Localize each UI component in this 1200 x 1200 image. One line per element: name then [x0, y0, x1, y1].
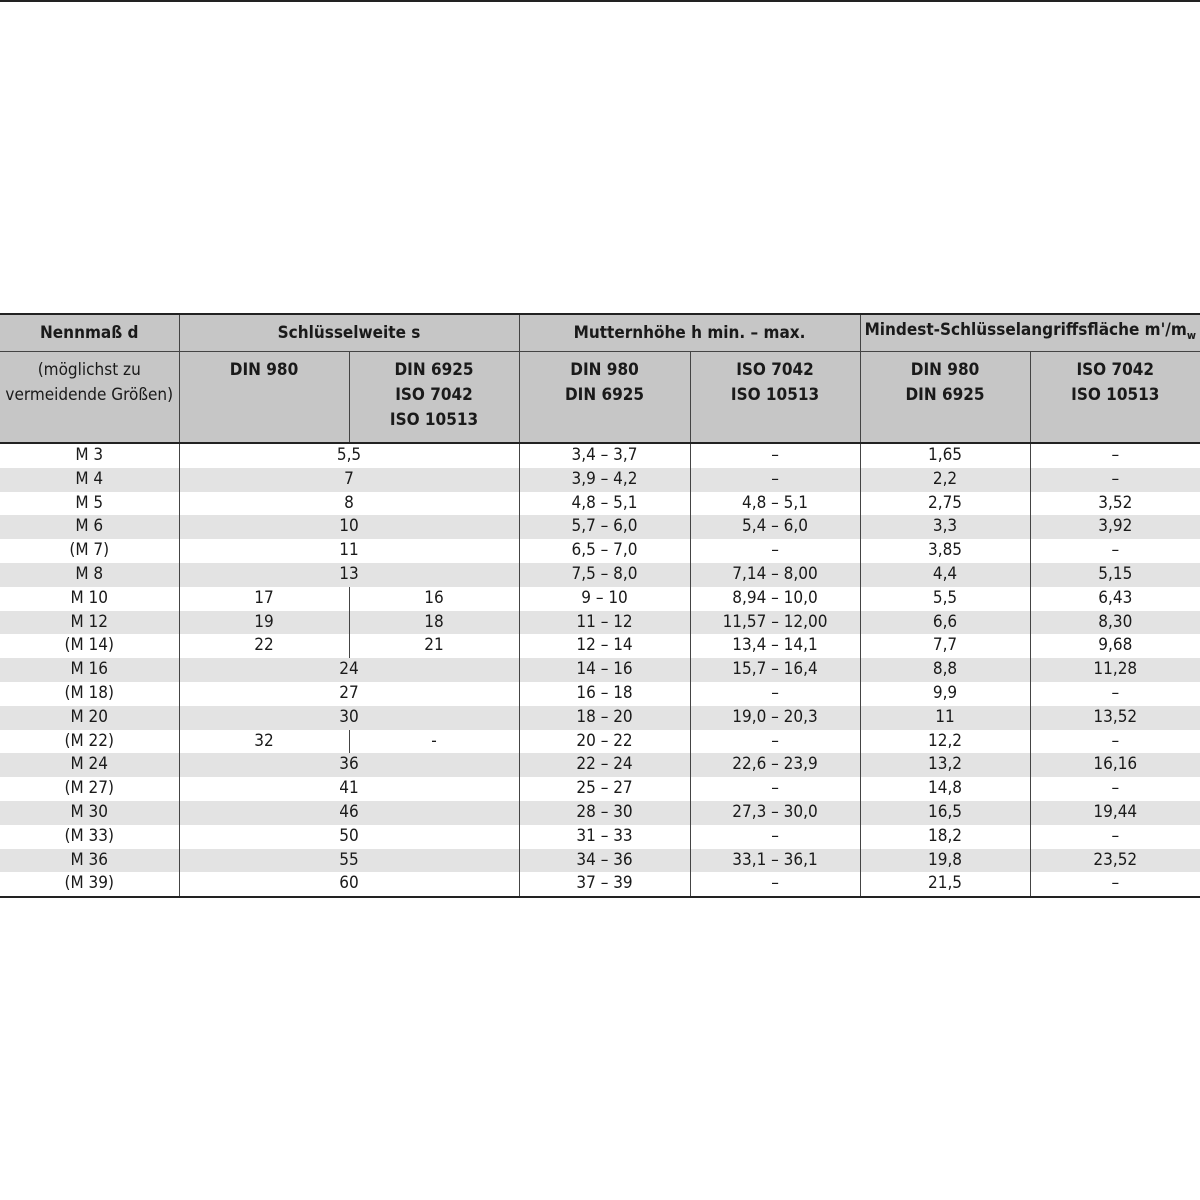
cell-height-iso: 33,1 – 36,1	[690, 849, 860, 873]
header-line: ISO 10513	[730, 385, 820, 405]
cell-wrench-size: 7	[179, 468, 519, 492]
cell-height-iso: 11,57 – 12,00	[690, 611, 860, 635]
cell-nominal-size: M 20	[0, 706, 179, 730]
cell-area-din: 18,2	[860, 825, 1030, 849]
cell-area-din: 4,4	[860, 563, 1030, 587]
cell-area-din: 6,6	[860, 611, 1030, 635]
table-row	[0, 563, 1200, 587]
header-wrench-area-label: Mindest-Schlüsselangriffsfläche m'/m	[864, 320, 1187, 340]
cell-height-iso: 15,7 – 16,4	[690, 658, 860, 682]
cell-height-iso: –	[690, 825, 860, 849]
header-nominal-size: Nennmaß d	[0, 314, 179, 352]
table-row	[0, 682, 1200, 706]
cell-nominal-size: M 30	[0, 801, 179, 825]
cell-height-din: 28 – 30	[519, 801, 690, 825]
cell-height-iso: –	[690, 539, 860, 563]
cell-area-iso: 16,16	[1030, 753, 1200, 777]
cell-area-din: 21,5	[860, 872, 1030, 897]
cell-area-din: 2,2	[860, 468, 1030, 492]
table-row	[0, 706, 1200, 730]
cell-nominal-size: (M 18)	[0, 682, 179, 706]
table-row	[0, 539, 1200, 563]
cell-height-iso: 5,4 – 6,0	[690, 515, 860, 539]
table-row	[0, 825, 1200, 849]
cell-nominal-size: M 12	[0, 611, 179, 635]
cell-wrench-din980: 19	[179, 611, 349, 635]
cell-area-din: 1,65	[860, 443, 1030, 468]
cell-nominal-size: (M 33)	[0, 825, 179, 849]
header-line: DIN 980	[910, 360, 980, 380]
cell-wrench-size: 46	[179, 801, 519, 825]
table-row	[0, 730, 1200, 754]
cell-nominal-size: M 4	[0, 468, 179, 492]
table-row	[0, 468, 1200, 492]
cell-area-iso: 3,52	[1030, 492, 1200, 516]
table-row	[0, 753, 1200, 777]
cell-area-din: 12,2	[860, 730, 1030, 754]
cell-height-iso: 7,14 – 8,00	[690, 563, 860, 587]
cell-height-iso: 13,4 – 14,1	[690, 634, 860, 658]
cell-nominal-size: (M 7)	[0, 539, 179, 563]
header-row-sub	[0, 352, 1200, 444]
cell-area-iso: 8,30	[1030, 611, 1200, 635]
header-nut-height: Mutternhöhe h min. – max.	[519, 314, 860, 352]
header-line: DIN 6925	[905, 385, 985, 405]
cell-area-iso: –	[1030, 872, 1200, 897]
header-wrench-area	[860, 314, 1200, 352]
header-wrench-din980: DIN 980	[179, 352, 349, 444]
cell-nominal-size: (M 39)	[0, 872, 179, 897]
cell-area-iso: –	[1030, 443, 1200, 468]
cell-nominal-size: (M 22)	[0, 730, 179, 754]
cell-height-din: 22 – 24	[519, 753, 690, 777]
cell-height-iso: 19,0 – 20,3	[690, 706, 860, 730]
table-row	[0, 611, 1200, 635]
cell-area-iso: 19,44	[1030, 801, 1200, 825]
cell-wrench-din6925: 16	[349, 587, 519, 611]
cell-area-iso: 9,68	[1030, 634, 1200, 658]
cell-area-iso: –	[1030, 777, 1200, 801]
table-row	[0, 801, 1200, 825]
header-line: ISO 10513	[389, 410, 479, 430]
cell-height-din: 31 – 33	[519, 825, 690, 849]
cell-area-din: 11	[860, 706, 1030, 730]
cell-wrench-size: 60	[179, 872, 519, 897]
cell-area-iso: 13,52	[1030, 706, 1200, 730]
cell-wrench-size: 50	[179, 825, 519, 849]
cell-area-iso: 5,15	[1030, 563, 1200, 587]
header-height-iso	[690, 352, 860, 444]
table-row	[0, 587, 1200, 611]
cell-area-din: 13,2	[860, 753, 1030, 777]
cell-height-din: 4,8 – 5,1	[519, 492, 690, 516]
header-line: DIN 6925	[394, 360, 474, 380]
cell-wrench-size: 24	[179, 658, 519, 682]
table-row	[0, 515, 1200, 539]
table-row	[0, 492, 1200, 516]
table-body	[0, 443, 1200, 897]
table-row	[0, 849, 1200, 873]
table-row	[0, 634, 1200, 658]
cell-area-iso: –	[1030, 468, 1200, 492]
table-row	[0, 777, 1200, 801]
header-nominal-note: (möglichst zu vermeidende Größen)	[0, 352, 179, 444]
cell-area-din: 14,8	[860, 777, 1030, 801]
cell-height-din: 37 – 39	[519, 872, 690, 897]
header-height-din	[519, 352, 690, 444]
cell-wrench-din6925: -	[349, 730, 519, 754]
table-row	[0, 658, 1200, 682]
cell-height-din: 12 – 14	[519, 634, 690, 658]
header-line: DIN 980	[570, 360, 639, 380]
header-line: ISO 10513	[1071, 385, 1160, 405]
cell-height-iso: 27,3 – 30,0	[690, 801, 860, 825]
cell-area-iso: –	[1030, 682, 1200, 706]
cell-area-din: 7,7	[860, 634, 1030, 658]
cell-nominal-size: M 6	[0, 515, 179, 539]
cell-height-din: 16 – 18	[519, 682, 690, 706]
cell-wrench-size: 8	[179, 492, 519, 516]
cell-area-iso: –	[1030, 539, 1200, 563]
cell-height-din: 5,7 – 6,0	[519, 515, 690, 539]
top-rule	[0, 0, 1200, 2]
cell-wrench-size: 36	[179, 753, 519, 777]
cell-area-din: 8,8	[860, 658, 1030, 682]
cell-nominal-size: M 3	[0, 443, 179, 468]
cell-nominal-size: M 24	[0, 753, 179, 777]
table-row	[0, 443, 1200, 468]
header-line: DIN 6925	[564, 385, 645, 405]
cell-height-din: 3,9 – 4,2	[519, 468, 690, 492]
cell-height-iso: –	[690, 468, 860, 492]
cell-area-din: 16,5	[860, 801, 1030, 825]
header-wrench-area-subscript: w	[1186, 329, 1196, 342]
cell-wrench-din980: 22	[179, 634, 349, 658]
cell-height-din: 18 – 20	[519, 706, 690, 730]
cell-height-iso: –	[690, 777, 860, 801]
cell-height-iso: –	[690, 682, 860, 706]
cell-area-iso: –	[1030, 825, 1200, 849]
cell-area-din: 2,75	[860, 492, 1030, 516]
cell-height-din: 6,5 – 7,0	[519, 539, 690, 563]
header-wrench-size: Schlüsselweite s	[179, 314, 519, 352]
cell-height-din: 14 – 16	[519, 658, 690, 682]
cell-height-din: 7,5 – 8,0	[519, 563, 690, 587]
cell-area-iso: 11,28	[1030, 658, 1200, 682]
cell-height-din: 9 – 10	[519, 587, 690, 611]
cell-wrench-din6925: 21	[349, 634, 519, 658]
cell-wrench-size: 10	[179, 515, 519, 539]
header-wrench-din6925-iso	[349, 352, 519, 444]
cell-nominal-size: M 10	[0, 587, 179, 611]
cell-area-iso: –	[1030, 730, 1200, 754]
cell-wrench-din980: 32	[179, 730, 349, 754]
cell-area-iso: 23,52	[1030, 849, 1200, 873]
cell-nominal-size: (M 27)	[0, 777, 179, 801]
cell-nominal-size: M 8	[0, 563, 179, 587]
cell-nominal-size: M 16	[0, 658, 179, 682]
cell-height-din: 11 – 12	[519, 611, 690, 635]
cell-height-din: 3,4 – 3,7	[519, 443, 690, 468]
header-row-main	[0, 314, 1200, 352]
cell-wrench-size: 30	[179, 706, 519, 730]
cell-nominal-size: (M 14)	[0, 634, 179, 658]
cell-height-iso: 22,6 – 23,9	[690, 753, 860, 777]
cell-area-din: 3,85	[860, 539, 1030, 563]
cell-height-iso: –	[690, 872, 860, 897]
cell-height-din: 25 – 27	[519, 777, 690, 801]
header-area-din	[860, 352, 1030, 444]
cell-wrench-size: 41	[179, 777, 519, 801]
cell-area-iso: 6,43	[1030, 587, 1200, 611]
cell-wrench-size: 5,5	[179, 443, 519, 468]
cell-area-din: 3,3	[860, 515, 1030, 539]
cell-wrench-din6925: 18	[349, 611, 519, 635]
header-line: ISO 7042	[1076, 360, 1155, 380]
header-line: ISO 7042	[395, 385, 473, 405]
cell-area-din: 5,5	[860, 587, 1030, 611]
cell-wrench-size: 13	[179, 563, 519, 587]
cell-wrench-size: 55	[179, 849, 519, 873]
cell-area-din: 9,9	[860, 682, 1030, 706]
header-area-iso	[1030, 352, 1200, 444]
cell-height-din: 20 – 22	[519, 730, 690, 754]
cell-nominal-size: M 5	[0, 492, 179, 516]
header-line: ISO 7042	[736, 360, 814, 380]
cell-wrench-size: 27	[179, 682, 519, 706]
cell-area-iso: 3,92	[1030, 515, 1200, 539]
cell-height-iso: –	[690, 443, 860, 468]
nut-dimensions-table	[0, 313, 1200, 898]
cell-area-din: 19,8	[860, 849, 1030, 873]
cell-height-din: 34 – 36	[519, 849, 690, 873]
cell-wrench-size: 11	[179, 539, 519, 563]
cell-height-iso: 8,94 – 10,0	[690, 587, 860, 611]
nut-dimensions-table-wrap	[0, 313, 1200, 898]
cell-nominal-size: M 36	[0, 849, 179, 873]
cell-height-iso: –	[690, 730, 860, 754]
cell-wrench-din980: 17	[179, 587, 349, 611]
cell-height-iso: 4,8 – 5,1	[690, 492, 860, 516]
table-row	[0, 872, 1200, 897]
